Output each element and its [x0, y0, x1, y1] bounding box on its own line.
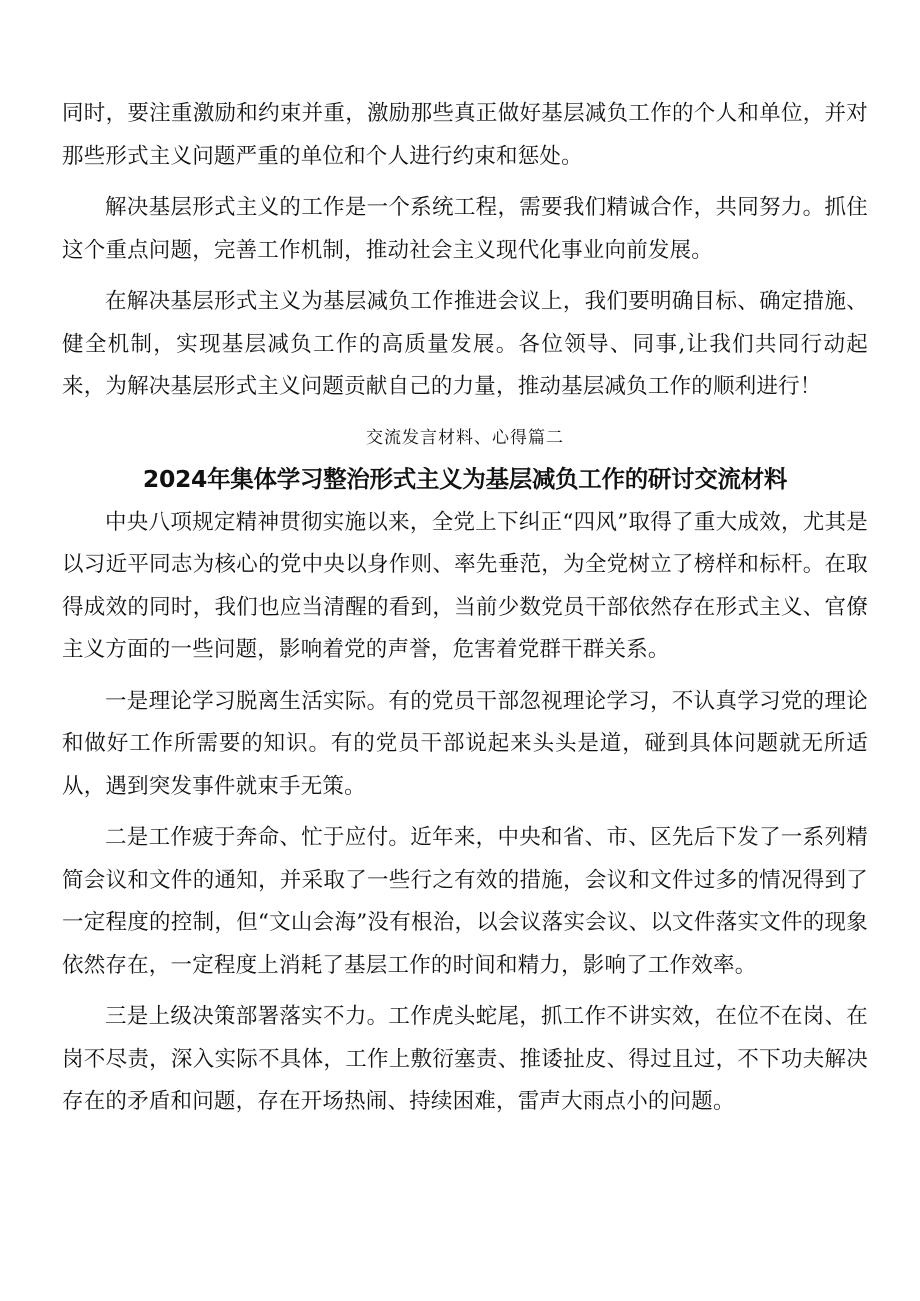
paragraph: 二是工作疲于奔命、忙于应付。近年来，中央和省、市、区先后下发了一系列精简会议和文件的通知，并采取了一些行之有效的措施，会议和文件过多的情况得到了一定程度的控制，但“文山会海”没有根治，以会议落实会议、以文件落实文件的现象依然存在，一定程度上消耗了基层工作的时间和精力，影响了工作效率。	[62, 825, 868, 978]
paragraph: 中央八项规定精神贯彻实施以来，全党上下纠正“四风”取得了重大成效，尤其是以习近平同志为核心的党中央以身作则、率先垂范，为全党树立了榜样和标杆。在取得成效的同时，我们也应当清醒的看到，当前少数党员干部依然存在形式主义、官僚主义方面的一些问题，影响着党的声誉，危害着党群干群关系。	[62, 509, 868, 662]
paragraph: 解决基层形式主义的工作是一个系统工程，需要我们精诚合作，共同努力。抓住这个重点问题，完善工作机制，推动社会主义现代化事业向前发展。	[62, 195, 868, 263]
document-page	[62, 93, 868, 1133]
paragraph: 在解决基层形式主义为基层减负工作推进会议上，我们要明确目标、确定措施、健全机制，实现基层减负工作的高质量发展。各位领导、同事,让我们共同行动起来，为解决基层形式主义问题贡献自己的力量，推动基层减负工作的顺利进行！	[62, 289, 868, 399]
paragraph: 三是上级决策部署落实不力。工作虎头蛇尾，抓工作不讲实效，在位不在岗、在岗不尽责，深入实际不具体，工作上敷衍塞责、推诿扯皮、得过且过，不下功夫解决存在的矛盾和问题，存在开场热闹、持续困难，雷声大雨点小的问题。	[62, 1004, 868, 1114]
section-subheading: 交流发言材料、心得篇二	[366, 427, 564, 448]
paragraph: 一是理论学习脱离生活实际。有的党员干部忽视理论学习，不认真学习党的理论和做好工作所需要的知识。有的党员干部说起来头头是道，碰到具体问题就无所适从，遇到突发事件就束手无策。	[62, 688, 868, 799]
section-title: 2024年集体学习整治形式主义为基层减负工作的研讨交流材料	[142, 464, 788, 493]
paragraph-continued: 同时，要注重激励和约束并重，激励那些真正做好基层减负工作的个人和单位，并对那些形式主义问题严重的单位和个人进行约束和惩处。	[62, 101, 868, 169]
